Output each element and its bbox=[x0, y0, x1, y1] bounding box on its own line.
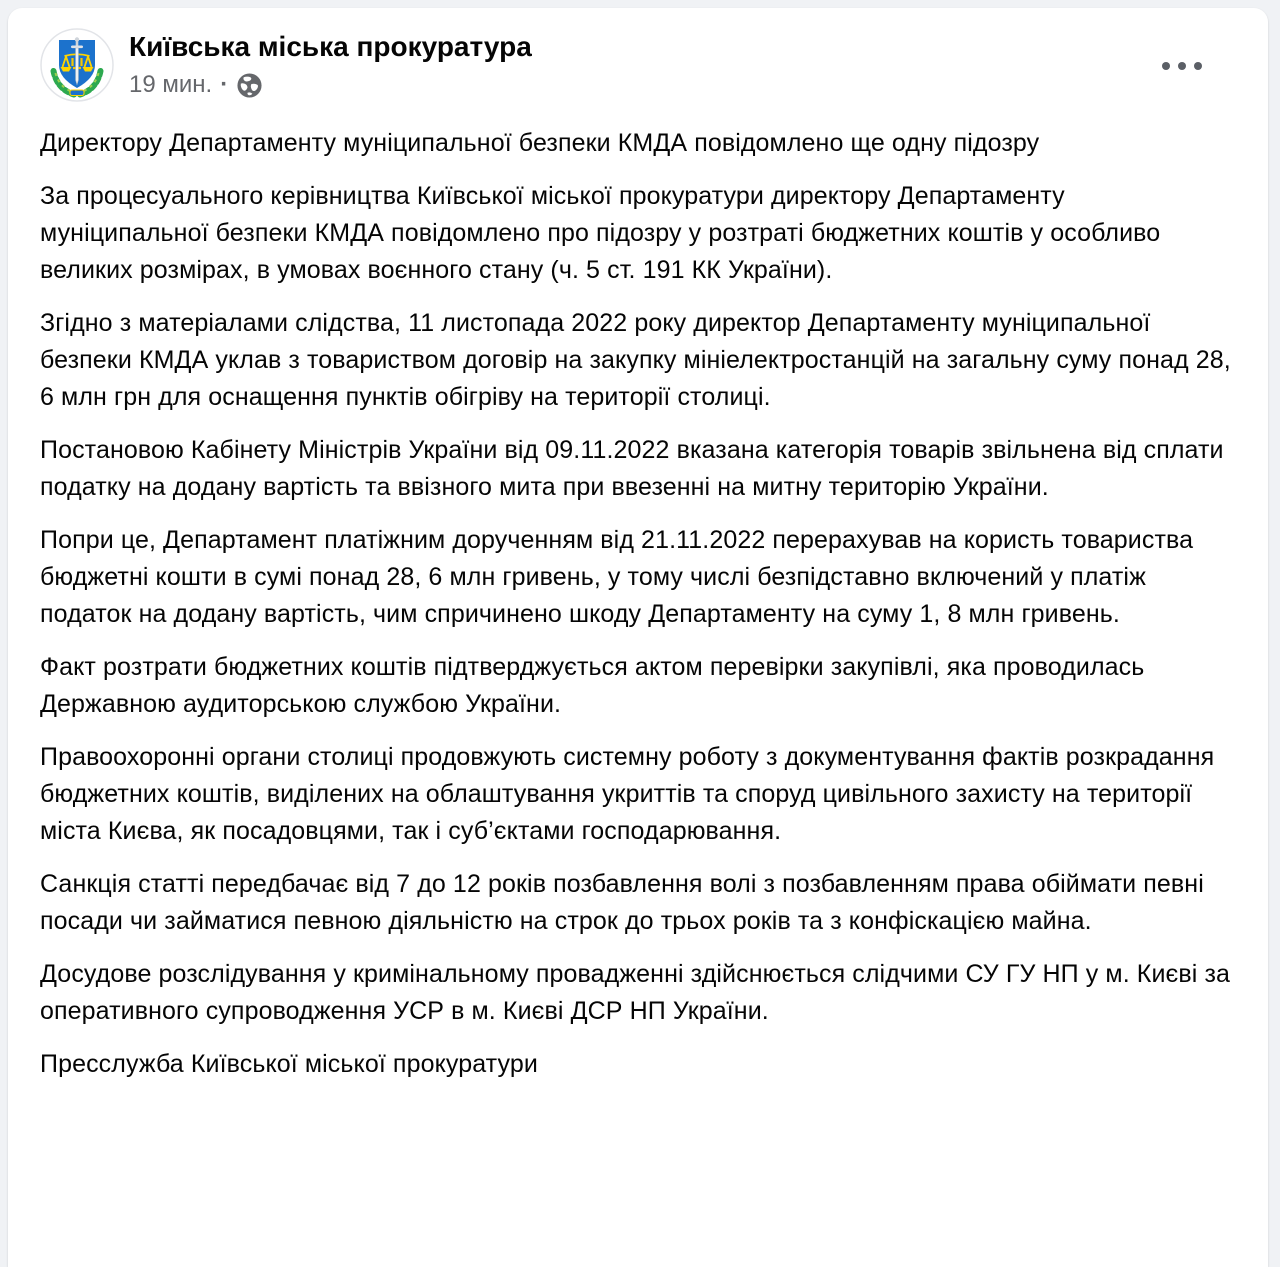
post-paragraph: Факт розтрати бюджетних коштів підтверджується актом перевірки закупівлі, яка проводилась Державною аудиторською службою України. bbox=[40, 653, 1145, 718]
page-name-link[interactable]: Київська міська прокуратура bbox=[129, 31, 532, 62]
post-paragraph: За процесуального керівництва Київської міської прокуратури директору Департаменту муніципальної безпеки КМДА повідомлено про підозру у розтраті бюджетних коштів у особливо великих розмірах, в умовах воєнного стану (ч. 5 ст. 191 КК України). bbox=[40, 182, 1161, 284]
post-paragraph: Досудове розслідування у кримінальному провадженні здійснюється слідчими СУ ГУ НП у м. Києві за оперативного супроводження УСР в м. Києві ДСР НП України. bbox=[40, 960, 1231, 1025]
post-body bbox=[40, 125, 1238, 1083]
ellipsis-icon bbox=[1178, 62, 1186, 70]
post-paragraph: Пресслужба Київської міської прокуратури bbox=[40, 1050, 538, 1078]
post-paragraph: Згідно з матеріалами слідства, 11 листопада 2022 року директор Департаменту муніципальної безпеки КМДА уклав з товариством договір на закупку мініелектростанцій на загальну суму понад 28, 6 млн грн для оснащення пунктів обігріву на території столиці. bbox=[40, 309, 1231, 411]
post-header bbox=[40, 22, 1238, 102]
post-timestamp[interactable]: 19 мин. bbox=[129, 71, 213, 98]
page-avatar-prosecutor-emblem[interactable] bbox=[40, 28, 114, 102]
ellipsis-icon bbox=[1194, 62, 1202, 70]
meta-separator: · bbox=[220, 71, 229, 98]
post-card bbox=[8, 8, 1268, 1267]
post-meta-row bbox=[129, 70, 532, 100]
post-header-text bbox=[129, 22, 532, 100]
post-paragraph: Санкція статті передбачає від 7 до 12 років позбавлення волі з позбавленням права обіймати певні посади чи займатися певною діяльністю на строк до трьох років та з конфіскацією майна. bbox=[40, 870, 1204, 935]
post-paragraph: Попри це, Департамент платіжним дорученням від 21.11.2022 перерахував на користь товариства бюджетні кошти в сумі понад 28, 6 млн гривень, у тому числі безпідставно включений у платіж податок на додану вартість, чим спричинено шкоду Департаменту на суму 1, 8 млн гривень. bbox=[40, 526, 1194, 628]
globe-icon bbox=[236, 72, 263, 99]
post-menu-button[interactable] bbox=[1154, 50, 1210, 82]
post-paragraph: Постановою Кабінету Міністрів України від 09.11.2022 вказана категорія товарів звільнена від сплати податку на додану вартість та ввізного мита при ввезенні на митну територію України. bbox=[40, 436, 1224, 501]
post-paragraph: Директору Департаменту муніципальної безпеки КМДА повідомлено ще одну підозру bbox=[40, 129, 1040, 157]
ellipsis-icon bbox=[1162, 62, 1170, 70]
post-paragraph: Правоохоронні органи столиці продовжують системну роботу з документування фактів розкрадання бюджетних коштів, виділених на облаштування укриттів та споруд цивільного захисту на території міста Києва, як посадовцями, так і суб’єктами господарювання. bbox=[40, 743, 1215, 845]
